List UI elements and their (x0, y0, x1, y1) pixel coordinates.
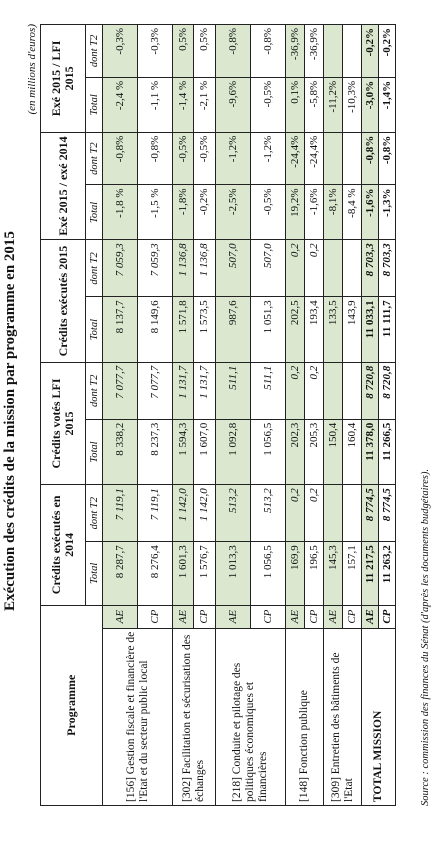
programme-label: [148] Fonction publique (286, 628, 324, 805)
programme-label: [302] Facilitation et sécurisation des échanges (173, 628, 216, 805)
value-cell: -0,5% (251, 185, 286, 240)
value-cell (343, 485, 362, 542)
table-row (173, 25, 194, 806)
header-group: Crédits exécutés 2015 (41, 240, 86, 362)
value-cell: 8 237,3 (138, 419, 173, 484)
value-cell: 1 056,5 (251, 419, 286, 484)
value-cell: 1 573,5 (194, 297, 216, 362)
value-cell: 205,3 (305, 419, 324, 484)
value-cell: -1,8% (173, 185, 194, 240)
value-cell: 1 571,8 (173, 297, 194, 362)
value-cell: -1,6% (362, 185, 379, 240)
subheader-cell: dont T2 (86, 132, 103, 185)
value-cell: -8,1% (324, 185, 343, 240)
credit-type: CP (194, 605, 216, 628)
value-cell: -0,8% (379, 132, 396, 185)
subheader-cell: dont T2 (86, 240, 103, 297)
value-cell (343, 132, 362, 185)
value-cell: -0,8% (216, 25, 251, 78)
value-cell: -1,5 % (138, 185, 173, 240)
credit-type: CP (343, 605, 362, 628)
value-cell: 513,2 (251, 485, 286, 542)
value-cell (324, 132, 343, 185)
credit-type: AE (216, 605, 251, 628)
value-cell: 0,2 (286, 240, 305, 297)
value-cell (343, 240, 362, 297)
credit-type: CP (251, 605, 286, 628)
credit-type: CP (138, 605, 173, 628)
subheader-cell: dont T2 (86, 25, 103, 78)
value-cell (343, 25, 362, 78)
value-cell: -1,4 % (173, 77, 194, 132)
value-cell: -0,8% (138, 132, 173, 185)
value-cell: 7 077,7 (138, 362, 173, 419)
value-cell: -0,5% (194, 132, 216, 185)
value-cell: -1,1 % (138, 77, 173, 132)
value-cell: 7 059,3 (138, 240, 173, 297)
value-cell: -0,5% (251, 77, 286, 132)
value-cell: 11 033,1 (362, 297, 379, 362)
value-cell (324, 25, 343, 78)
credit-type: CP (305, 605, 324, 628)
value-cell: 193,4 (305, 297, 324, 362)
subheader-cell: Total (86, 419, 103, 484)
table-row (286, 25, 305, 806)
value-cell: 0,5% (194, 25, 216, 78)
table-row (362, 25, 379, 806)
value-cell: 7 119,1 (138, 485, 173, 542)
value-cell: 7 119,1 (103, 485, 138, 542)
value-cell: 511,1 (251, 362, 286, 419)
header-group: Crédits votés LFI 2015 (41, 362, 86, 484)
value-cell: 8 774,5 (362, 485, 379, 542)
value-cell: 507,0 (216, 240, 251, 297)
value-cell: 511,1 (216, 362, 251, 419)
value-cell: 8 276,4 (138, 542, 173, 605)
value-cell: 11 217,5 (362, 542, 379, 605)
value-cell: 8 720,8 (362, 362, 379, 419)
value-cell: 8 703,3 (362, 240, 379, 297)
value-cell: 7 077,7 (103, 362, 138, 419)
header-group: Crédits exécutés en 2014 (41, 485, 86, 605)
value-cell: 1 594,3 (173, 419, 194, 484)
value-cell: -10,3% (343, 77, 362, 132)
credits-table (40, 24, 396, 806)
value-cell: 1 092,8 (216, 419, 251, 484)
value-cell: -2,1 % (194, 77, 216, 132)
value-cell: 202,5 (286, 297, 305, 362)
value-cell: 8 287,7 (103, 542, 138, 605)
value-cell: 8 338,2 (103, 419, 138, 484)
header-group: Exé 2015 / exé 2014 (41, 132, 86, 240)
table-title: Exécution des crédits de la mission par programme en 2015 (2, 231, 18, 611)
value-cell: -0,5% (173, 132, 194, 185)
value-cell: 8 720,8 (379, 362, 396, 419)
value-cell: -1,6% (305, 185, 324, 240)
value-cell: 1 136,8 (173, 240, 194, 297)
value-cell: 202,3 (286, 419, 305, 484)
table-row (324, 25, 343, 806)
programme-label: [218] Conduite et pilotage des politiques économiques et financières (216, 628, 286, 805)
value-cell: 196,5 (305, 542, 324, 605)
header-group: Exé 2015 / LFI 2015 (41, 25, 86, 133)
value-cell: 1 576,7 (194, 542, 216, 605)
value-cell (343, 362, 362, 419)
header-row (41, 25, 86, 806)
subheader-cell: dont T2 (86, 485, 103, 542)
value-cell: 1 056,5 (251, 542, 286, 605)
value-cell: 513,2 (216, 485, 251, 542)
value-cell: 160,4 (343, 419, 362, 484)
value-cell: 1 131,7 (173, 362, 194, 419)
credit-type: AE (362, 605, 379, 628)
credit-type: AE (286, 605, 305, 628)
unit-note: (en millions d'euros) (26, 24, 38, 115)
value-cell: 0,2 (305, 485, 324, 542)
credit-type: AE (324, 605, 343, 628)
value-cell: -1,2% (251, 132, 286, 185)
value-cell: -1,3% (379, 185, 396, 240)
credit-type: AE (103, 605, 138, 628)
value-cell: 8 774,5 (379, 485, 396, 542)
value-cell: 1 131,7 (194, 362, 216, 419)
value-cell: 0,2 (305, 362, 324, 419)
value-cell (324, 485, 343, 542)
value-cell: 0,1% (286, 77, 305, 132)
value-cell: 145,3 (324, 542, 343, 605)
value-cell: -24,4% (286, 132, 305, 185)
value-cell: -0,2% (194, 185, 216, 240)
source-note: Source : commission des finances du Sénat (d'après les documents budgétaires). (420, 468, 431, 806)
value-cell: 1 601,3 (173, 542, 194, 605)
value-cell: 987,6 (216, 297, 251, 362)
subheader-cell: Total (86, 297, 103, 362)
value-cell: 0,2 (305, 240, 324, 297)
credit-type: CP (379, 605, 396, 628)
programme-label: TOTAL MISSION (362, 628, 396, 805)
value-cell: -2,5% (216, 185, 251, 240)
value-cell: 0,2 (286, 362, 305, 419)
programme-label: [156] Gestion fiscale et financière de l'Etat et du secteur public local (103, 628, 173, 805)
value-cell: -0,3% (103, 25, 138, 78)
value-cell: 1 136,8 (194, 240, 216, 297)
table-row (103, 25, 138, 806)
value-cell: -11,2% (324, 77, 343, 132)
value-cell: -0,3% (138, 25, 173, 78)
value-cell: 1 607,0 (194, 419, 216, 484)
value-cell: -1,8 % (103, 185, 138, 240)
value-cell: 8 149,6 (138, 297, 173, 362)
value-cell: 1 142,0 (194, 485, 216, 542)
value-cell: -0,2% (362, 25, 379, 78)
value-cell: -36,9% (286, 25, 305, 78)
table-row (216, 25, 251, 806)
value-cell: 157,1 (343, 542, 362, 605)
value-cell: -5,8% (305, 77, 324, 132)
value-cell: 11 266,5 (379, 419, 396, 484)
value-cell: -36,9% (305, 25, 324, 78)
value-cell: 0,2 (286, 485, 305, 542)
value-cell: 0,5% (173, 25, 194, 78)
value-cell: -0,2% (379, 25, 396, 78)
subheader-cell: dont T2 (86, 362, 103, 419)
value-cell: -0,8% (251, 25, 286, 78)
value-cell: 1 142,0 (173, 485, 194, 542)
value-cell: -9,6% (216, 77, 251, 132)
table-body (103, 25, 396, 806)
subheader-cell: Total (86, 185, 103, 240)
value-cell: 143,9 (343, 297, 362, 362)
value-cell: -1,2% (216, 132, 251, 185)
value-cell: -1,4% (379, 77, 396, 132)
value-cell: 7 059,3 (103, 240, 138, 297)
value-cell: 11 111,7 (379, 297, 396, 362)
credit-type: AE (173, 605, 194, 628)
value-cell: 1 051,3 (251, 297, 286, 362)
value-cell: -2,4 % (103, 77, 138, 132)
value-cell: 1 013,3 (216, 542, 251, 605)
value-cell: 11 263,2 (379, 542, 396, 605)
value-cell: -3,0% (362, 77, 379, 132)
value-cell: 169,9 (286, 542, 305, 605)
subheader-cell: Total (86, 542, 103, 605)
value-cell: 8 137,7 (103, 297, 138, 362)
value-cell: 133,5 (324, 297, 343, 362)
value-cell: -24,4% (305, 132, 324, 185)
value-cell: -0,8% (362, 132, 379, 185)
header-programme: Programme (41, 605, 103, 805)
programme-label: [309] Entretien des bâtiments de l'Etat (324, 628, 362, 805)
subheader-cell: Total (86, 77, 103, 132)
value-cell: 150,4 (324, 419, 343, 484)
value-cell: 8 703,3 (379, 240, 396, 297)
value-cell: 11 378,0 (362, 419, 379, 484)
value-cell: -0,8% (103, 132, 138, 185)
value-cell (324, 240, 343, 297)
value-cell: 19,2% (286, 185, 305, 240)
value-cell: -8,4 % (343, 185, 362, 240)
value-cell: 507,0 (251, 240, 286, 297)
value-cell (324, 362, 343, 419)
